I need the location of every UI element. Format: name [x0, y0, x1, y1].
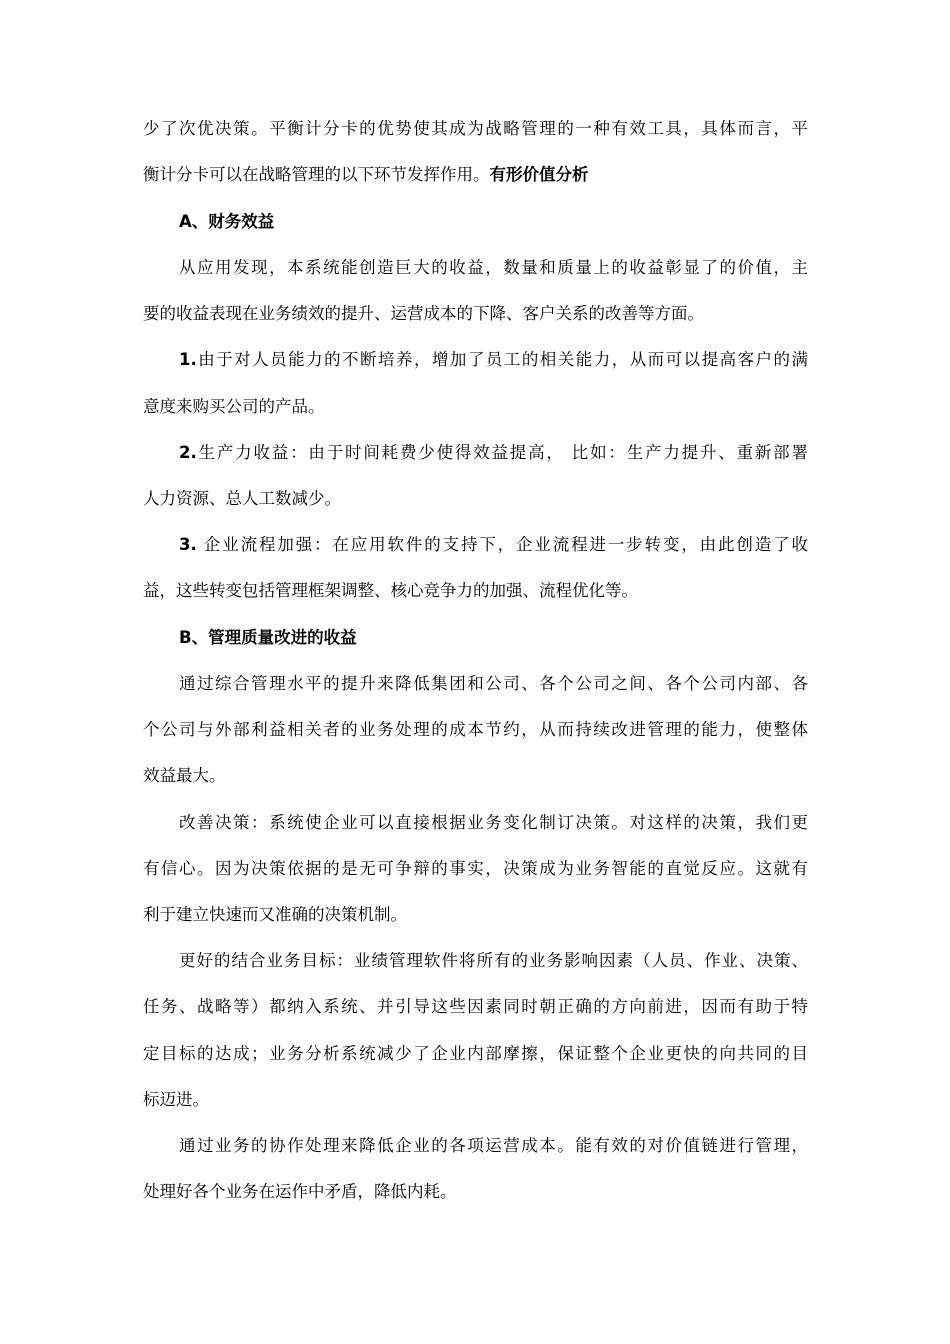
- text-line: 要的收益表现在业务绩效的提升、运营成本的下降、客户关系的改善等方面。: [143, 304, 704, 323]
- list-number: 3.: [179, 535, 197, 554]
- section-heading-a: A、财务效益: [179, 212, 275, 231]
- list-item-1: 1.由于对人员能力的不断培养，增加了员工的相关能力，从而可以提高客户的满: [179, 350, 808, 369]
- list-item-3: 3. 企业流程加强：在应用软件的支持下，企业流程进一步转变，由此创造了收: [179, 535, 808, 554]
- text-line: 定目标的达成；业务分析系统减少了企业内部摩擦，保证整个企业更快的向共同的目: [143, 1044, 808, 1063]
- text-line: 益，这些转变包括管理框架调整、核心竞争力的加强、流程优化等。: [143, 581, 638, 600]
- text-line: 标迈进。: [143, 1090, 209, 1109]
- text-line: 效益最大。: [143, 766, 226, 785]
- text-line: 意度来购买公司的产品。: [143, 397, 325, 416]
- list-number: 1.: [179, 350, 197, 369]
- list-number: 2.: [179, 443, 197, 462]
- text-line: 从应用发现，本系统能创造巨大的收益，数量和质量上的收益彰显了的价值，主: [179, 258, 808, 277]
- text-line: 人力资源、总人工数减少。: [143, 489, 341, 508]
- text-line: 利于建立快速而又准确的决策机制。: [143, 905, 407, 924]
- text-line: 处理好各个业务在运作中矛盾，降低内耗。: [143, 1182, 457, 1201]
- text-line: 衡计分卡可以在战略管理的以下环节发挥作用。有形价值分析: [143, 165, 589, 184]
- section-heading-b: B、管理质量改进的收益: [179, 628, 357, 647]
- text-line: 改善决策：系统使企业可以直接根据业务变化制订决策。对这样的决策，我们更: [179, 813, 808, 832]
- text-line: 任务、战略等）都纳入系统、并引导这些因素同时朝正确的方向前进，因而有助于特: [143, 997, 808, 1016]
- text-line: 有信心。因为决策依据的是无可争辩的事实，决策成为业务智能的直觉反应。这就有: [143, 859, 808, 878]
- text-line: 少了次优决策。平衡计分卡的优势使其成为战略管理的一种有效工具，具体而言，平: [143, 119, 808, 138]
- heading-inline: 有形价值分析: [489, 165, 589, 184]
- text-line: 更好的结合业务目标：业绩管理软件将所有的业务影响因素（人员、作业、决策、: [179, 951, 808, 970]
- text-line: 个公司与外部利益相关者的业务处理的成本节约，从而持续改进管理的能力，使整体: [143, 720, 808, 739]
- list-item-2: 2.生产力收益：由于时间耗费少使得效益提高， 比如：生产力提升、重新部署: [179, 443, 808, 462]
- text-line: 通过综合管理水平的提升来降低集团和公司、各个公司之间、各个公司内部、各: [179, 674, 808, 693]
- text-line: 通过业务的协作处理来降低企业的各项运营成本。能有效的对价值链进行管理，: [179, 1136, 808, 1155]
